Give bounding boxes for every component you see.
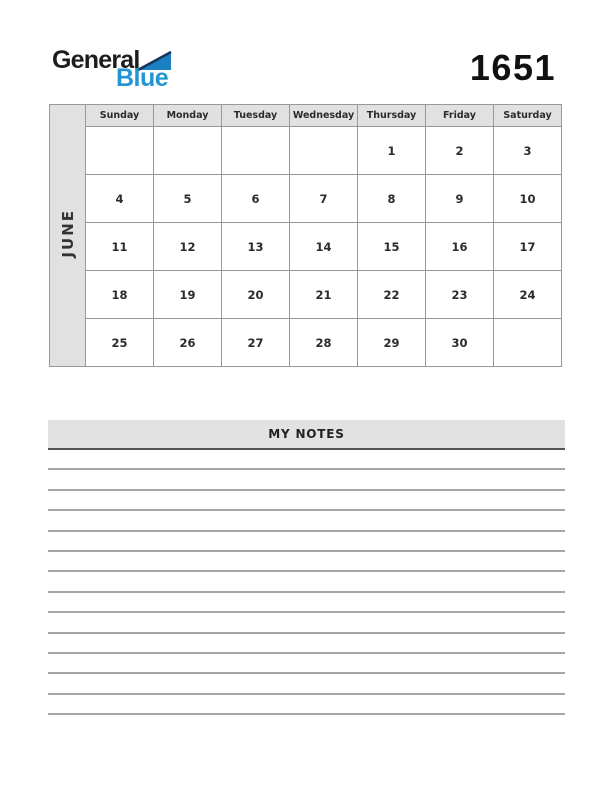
day-cell: 3 bbox=[494, 127, 562, 175]
day-cell: 29 bbox=[358, 319, 426, 367]
day-cell: 18 bbox=[86, 271, 154, 319]
notes-rule-line bbox=[48, 470, 565, 490]
notes-rule-line bbox=[48, 552, 565, 572]
dow-header-tuesday: Tuesday bbox=[222, 105, 290, 127]
calendar-week-row bbox=[50, 127, 562, 175]
notes-header: MY NOTES bbox=[48, 420, 565, 450]
dow-header-sunday: Sunday bbox=[86, 105, 154, 127]
day-cell bbox=[154, 127, 222, 175]
day-cell: 19 bbox=[154, 271, 222, 319]
calendar-week-row bbox=[50, 175, 562, 223]
notes-rule-line bbox=[48, 572, 565, 592]
notes-rule-line bbox=[48, 511, 565, 531]
day-cell: 15 bbox=[358, 223, 426, 271]
logo-text-general: General bbox=[52, 46, 140, 74]
day-cell bbox=[290, 127, 358, 175]
notes-rule-line bbox=[48, 532, 565, 552]
calendar-week-row bbox=[50, 271, 562, 319]
day-cell: 1 bbox=[358, 127, 426, 175]
day-cell: 27 bbox=[222, 319, 290, 367]
dow-header-saturday: Saturday bbox=[494, 105, 562, 127]
day-cell: 22 bbox=[358, 271, 426, 319]
day-cell: 4 bbox=[86, 175, 154, 223]
day-cell: 5 bbox=[154, 175, 222, 223]
day-cell: 23 bbox=[426, 271, 494, 319]
calendar-week-row bbox=[50, 223, 562, 271]
dow-header-monday: Monday bbox=[154, 105, 222, 127]
day-cell: 11 bbox=[86, 223, 154, 271]
day-cell bbox=[494, 319, 562, 367]
day-cell: 13 bbox=[222, 223, 290, 271]
day-cell: 12 bbox=[154, 223, 222, 271]
page-year: 1651 bbox=[469, 47, 556, 88]
day-cell: 28 bbox=[290, 319, 358, 367]
day-cell: 30 bbox=[426, 319, 494, 367]
month-column bbox=[50, 105, 86, 367]
day-cell: 10 bbox=[494, 175, 562, 223]
calendar-week-row bbox=[50, 319, 562, 367]
day-cell bbox=[86, 127, 154, 175]
calendar-table bbox=[49, 104, 562, 367]
calendar-header-row bbox=[50, 105, 562, 127]
day-cell: 2 bbox=[426, 127, 494, 175]
day-cell: 24 bbox=[494, 271, 562, 319]
day-cell: 16 bbox=[426, 223, 494, 271]
dow-header-wednesday: Wednesday bbox=[290, 105, 358, 127]
day-cell: 14 bbox=[290, 223, 358, 271]
day-cell: 17 bbox=[494, 223, 562, 271]
month-label: JUNE bbox=[58, 209, 77, 258]
notes-rule-line bbox=[48, 491, 565, 511]
day-cell: 6 bbox=[222, 175, 290, 223]
day-cell: 21 bbox=[290, 271, 358, 319]
logo-text-blue: Blue bbox=[116, 64, 169, 92]
day-cell: 20 bbox=[222, 271, 290, 319]
notes-lines bbox=[48, 450, 565, 715]
notes-rule-line bbox=[48, 654, 565, 674]
day-cell: 9 bbox=[426, 175, 494, 223]
notes-rule-line bbox=[48, 613, 565, 633]
dow-header-thursday: Thursday bbox=[358, 105, 426, 127]
day-cell bbox=[222, 127, 290, 175]
notes-rule-line bbox=[48, 450, 565, 470]
dow-header-friday: Friday bbox=[426, 105, 494, 127]
notes-rule-line bbox=[48, 593, 565, 613]
day-cell: 8 bbox=[358, 175, 426, 223]
notes-rule-line bbox=[48, 634, 565, 654]
general-blue-logo bbox=[52, 48, 212, 100]
day-cell: 7 bbox=[290, 175, 358, 223]
day-cell: 26 bbox=[154, 319, 222, 367]
notes-rule-line bbox=[48, 674, 565, 694]
notes-rule-line bbox=[48, 695, 565, 715]
day-cell: 25 bbox=[86, 319, 154, 367]
